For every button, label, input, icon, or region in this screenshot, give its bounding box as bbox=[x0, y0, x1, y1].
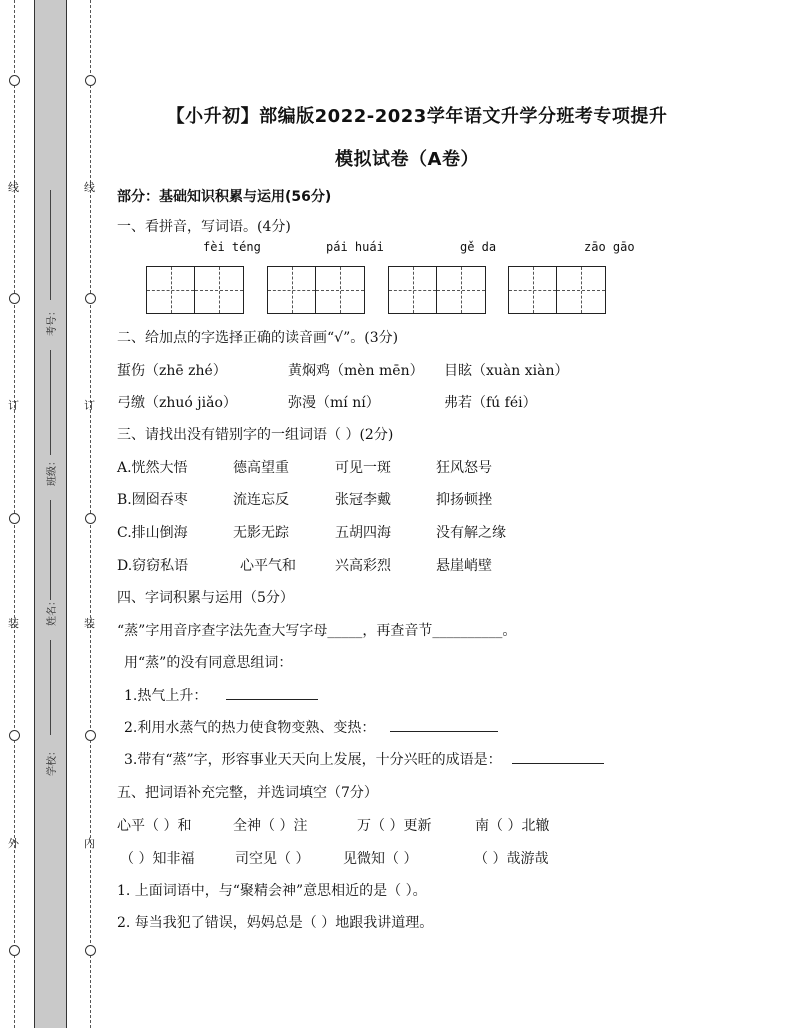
writing-cell[interactable] bbox=[509, 267, 557, 313]
writing-cell[interactable] bbox=[437, 267, 485, 313]
q4-item-2-label: 2.利用水蒸气的热力使食物变熟、变热： bbox=[124, 720, 376, 736]
paper-title-line2: 模拟试卷（A卷） bbox=[335, 149, 479, 170]
q4-index-question: “蒸”字用音序查字法先查大写字母_____，再查音节__________。 bbox=[117, 623, 517, 639]
q2-item[interactable]: 弓缴（zhuó jiǎo） bbox=[117, 395, 237, 411]
q1-writing-grid-2[interactable] bbox=[267, 266, 365, 314]
q4-item-3 bbox=[124, 749, 604, 769]
q3-option-a[interactable]: A.恍然大悟 bbox=[117, 460, 188, 476]
q3-option-c[interactable]: C.排山倒海 bbox=[117, 525, 188, 541]
q3-word: 无影无踪 bbox=[233, 525, 289, 541]
q5-sub-question-2[interactable]: 2. 每当我犯了错误，妈妈总是（ ）地跟我讲道理。 bbox=[117, 915, 434, 931]
q3-word: 兴高彩烈 bbox=[335, 558, 391, 574]
writing-cell[interactable] bbox=[195, 267, 243, 313]
binding-hole bbox=[9, 513, 20, 524]
q5-idiom[interactable]: （ ）哉游哉 bbox=[474, 851, 549, 867]
q1-heading: 一、看拼音，写词语。(4分) bbox=[117, 219, 291, 235]
q4-item-1 bbox=[124, 685, 318, 705]
q4-answer-blank-3[interactable] bbox=[512, 751, 604, 764]
school-label: 学校： bbox=[47, 746, 58, 776]
q1-writing-grid-4[interactable] bbox=[508, 266, 606, 314]
binding-hole bbox=[85, 513, 96, 524]
margin-char-zhuang-inner: 装 bbox=[84, 617, 95, 630]
q3-word: 没有解之缘 bbox=[436, 525, 506, 541]
q3-word: 抑扬顿挫 bbox=[436, 492, 492, 508]
q2-item[interactable]: 蜇伤（zhē zhé） bbox=[117, 363, 227, 379]
q3-word: 悬崖峭壁 bbox=[436, 558, 492, 574]
q3-option-d[interactable]: D.窃窃私语 bbox=[117, 558, 189, 574]
class-line[interactable] bbox=[50, 350, 51, 455]
q4-item-1-label: 1.热气上升： bbox=[124, 688, 208, 704]
q5-idiom[interactable]: 南（ ）北辙 bbox=[475, 818, 550, 834]
q2-heading: 二、给加点的字选择正确的读音画“√”。(3分) bbox=[117, 330, 399, 346]
q2-item[interactable]: 黄焖鸡（mèn mēn） bbox=[288, 363, 424, 379]
q4-answer-blank-2[interactable] bbox=[390, 719, 498, 732]
name-label: 姓名： bbox=[47, 596, 58, 626]
q4-answer-blank-1[interactable] bbox=[226, 687, 318, 700]
q5-sub-question-1[interactable]: 1. 上面词语中，与“聚精会神”意思相近的是（ ）。 bbox=[117, 883, 427, 899]
binding-hole bbox=[85, 293, 96, 304]
q3-option-b[interactable]: B.囫囵吞枣 bbox=[117, 492, 188, 508]
binding-hole bbox=[9, 75, 20, 86]
writing-cell[interactable] bbox=[389, 267, 437, 313]
margin-char-nei-inner: 内 bbox=[84, 837, 95, 850]
q3-word: 张冠李戴 bbox=[335, 492, 391, 508]
q2-item[interactable]: 目眩（xuàn xiàn） bbox=[444, 363, 569, 379]
margin-char-xian-outer: 线 bbox=[8, 181, 19, 194]
q3-word: 心平气和 bbox=[240, 558, 296, 574]
paper-title-line1: 【小升初】部编版2022-2023学年语文升学分班考专项提升 bbox=[166, 106, 668, 127]
binding-hole bbox=[9, 730, 20, 741]
margin-char-xian-inner: 线 bbox=[84, 181, 95, 194]
q5-idiom[interactable]: 心平（ ）和 bbox=[117, 818, 192, 834]
q1-pinyin-3: gě da bbox=[460, 240, 497, 254]
q3-heading: 三、请找出没有错别字的一组词语（ ）(2分) bbox=[117, 427, 394, 443]
binding-hole bbox=[85, 75, 96, 86]
binding-hole bbox=[9, 293, 20, 304]
margin-char-ding-outer: 订 bbox=[8, 399, 19, 412]
school-line[interactable] bbox=[50, 640, 51, 735]
q1-writing-grid-1[interactable] bbox=[146, 266, 244, 314]
q3-word: 五胡四海 bbox=[335, 525, 391, 541]
part-heading: 部分：基础知识积累与运用(56分) bbox=[117, 189, 332, 205]
margin-char-ding-inner: 订 bbox=[84, 399, 95, 412]
binding-hole bbox=[85, 945, 96, 956]
q3-word: 德高望重 bbox=[233, 460, 289, 476]
q5-idiom[interactable]: （ ）知非福 bbox=[120, 851, 195, 867]
binding-hole bbox=[9, 945, 20, 956]
margin-char-zhuang-outer: 装 bbox=[8, 617, 19, 630]
q1-pinyin-4: zāo gāo bbox=[584, 240, 635, 254]
writing-cell[interactable] bbox=[147, 267, 195, 313]
q2-item[interactable]: 弥漫（mí ní） bbox=[288, 395, 380, 411]
q5-idiom[interactable]: 见微知（ ） bbox=[343, 851, 418, 867]
q2-item[interactable]: 弗若（fú féi） bbox=[444, 395, 537, 411]
name-line[interactable] bbox=[50, 500, 51, 600]
writing-cell[interactable] bbox=[557, 267, 605, 313]
class-label: 班级： bbox=[47, 456, 58, 486]
q1-pinyin-2: pái huái bbox=[326, 240, 384, 254]
margin-char-wai-outer: 外 bbox=[8, 837, 19, 850]
q3-word: 可见一斑 bbox=[335, 460, 391, 476]
q5-idiom[interactable]: 全神（ ）注 bbox=[233, 818, 308, 834]
q4-item-2 bbox=[124, 717, 498, 737]
writing-cell[interactable] bbox=[316, 267, 364, 313]
binding-hole bbox=[85, 730, 96, 741]
q4-item-3-label: 3.带有“蒸”字，形容事业天天向上发展，十分兴旺的成语是： bbox=[124, 752, 502, 768]
exam-number-line[interactable] bbox=[50, 190, 51, 300]
q5-idiom[interactable]: 司空见（ ） bbox=[235, 851, 310, 867]
q3-word: 流连忘反 bbox=[233, 492, 289, 508]
q4-prompt: 用“蒸”的没有同意思组词： bbox=[124, 655, 293, 671]
q4-heading: 四、字词积累与运用（5分） bbox=[117, 590, 294, 606]
exam-number-label: 考号： bbox=[47, 306, 58, 336]
q1-pinyin-1: fèi téng bbox=[203, 240, 261, 254]
writing-cell[interactable] bbox=[268, 267, 316, 313]
q5-heading: 五、把词语补充完整，并选词填空（7分） bbox=[117, 785, 378, 801]
q5-idiom[interactable]: 万（ ）更新 bbox=[357, 818, 432, 834]
q3-word: 狂风怒号 bbox=[436, 460, 492, 476]
q1-writing-grid-3[interactable] bbox=[388, 266, 486, 314]
